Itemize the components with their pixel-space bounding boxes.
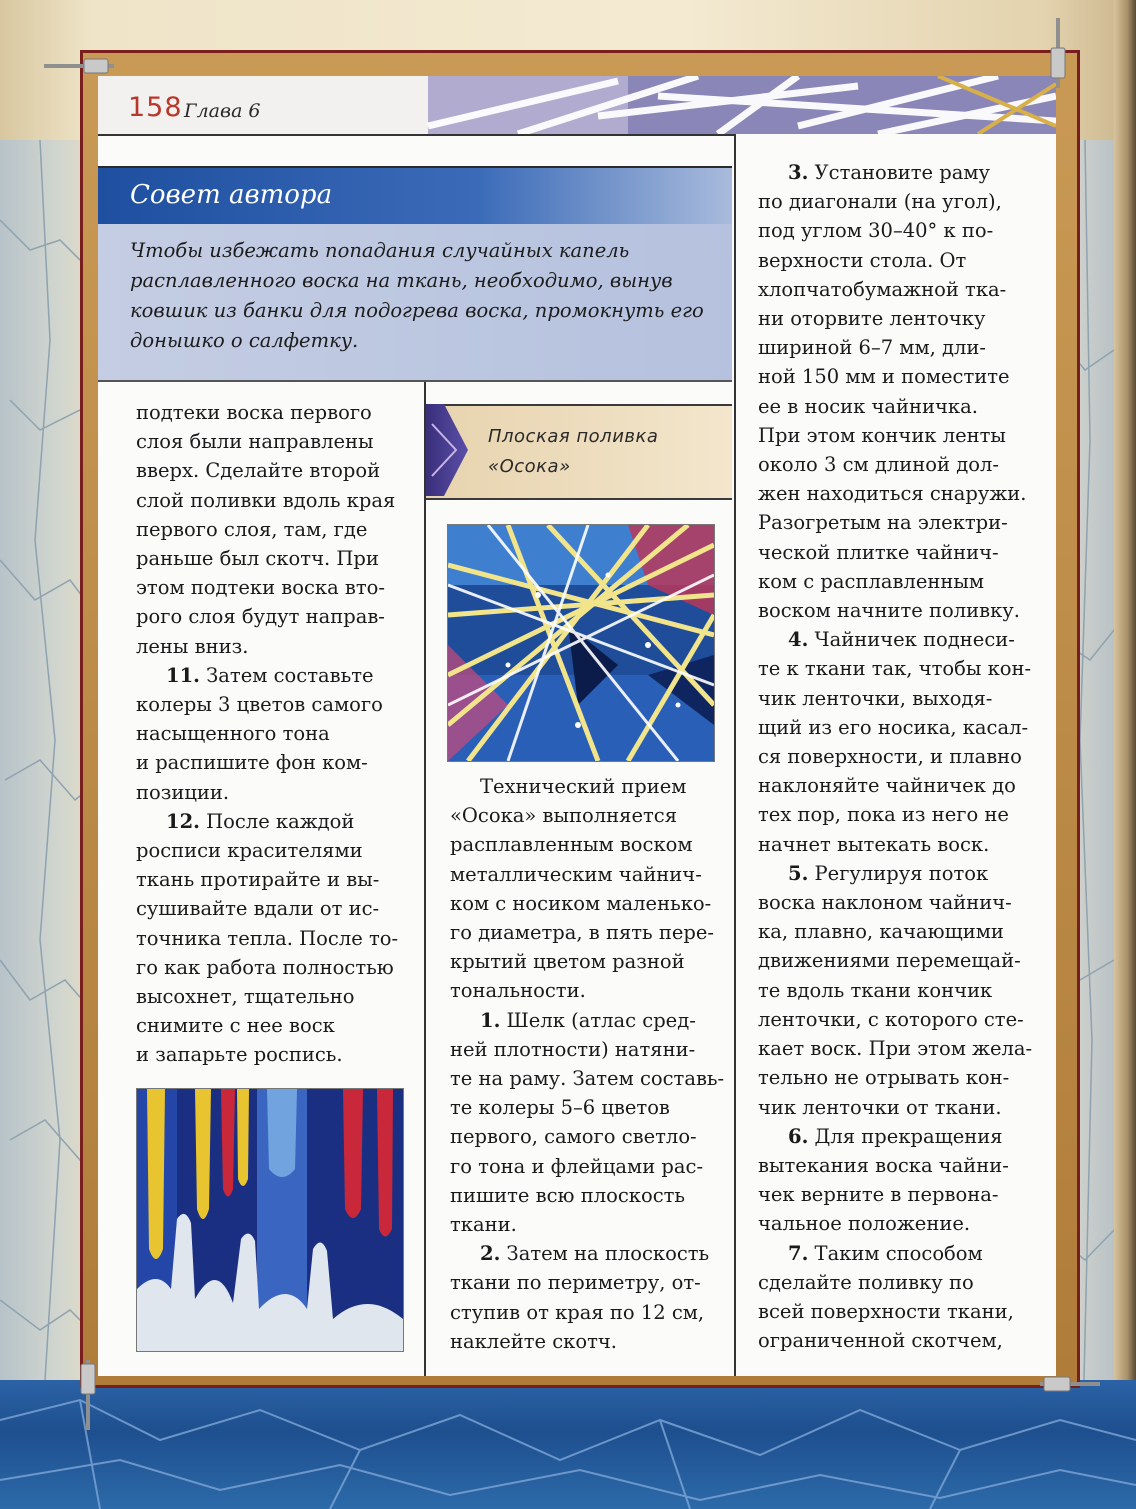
text-line: раньше был скотч. При <box>136 547 379 571</box>
step-6-line <box>758 1122 1048 1151</box>
text-line: тональности. <box>450 979 586 1003</box>
text-line: и запарьте роспись. <box>136 1043 343 1067</box>
text-line: первого слоя, там, где <box>136 517 368 541</box>
step-number: 3. <box>788 161 809 184</box>
text-line: расплавленным воском <box>450 833 693 857</box>
text-line: ческой плитке чайнич- <box>758 540 999 564</box>
text-line: крытий цветом разной <box>450 950 685 974</box>
step-number: 12. <box>166 809 200 833</box>
step-number: 4. <box>788 628 809 652</box>
text-line: те к ткани так, чтобы кон- <box>758 657 1032 681</box>
header-rule <box>98 134 734 136</box>
text-line: слоя были направлены <box>136 430 374 454</box>
text-line: ком с расплавленным <box>758 569 985 593</box>
chapter-label: Глава 6 <box>184 100 261 122</box>
text-line: те колеры 5–6 цветов <box>450 1096 670 1120</box>
text-line: подтеки воска первого <box>136 401 372 424</box>
text-line: щий из его носика, касал- <box>758 715 1029 739</box>
text-line: ка, плавно, качающими <box>758 920 1004 944</box>
text-line: около 3 см длиной дол- <box>758 453 999 477</box>
text-line: тех пор, пока из него не <box>758 803 1009 827</box>
text-line: хлопчатобумажной тка- <box>758 277 1007 301</box>
technique-label-line: Плоская поливка <box>488 426 659 447</box>
step-number: 2. <box>480 1242 501 1266</box>
column-divider-left <box>424 380 426 1376</box>
text-line: жен находиться снаружи. <box>758 482 1027 506</box>
text-line: всей поверхности ткани, <box>758 1299 1014 1323</box>
text-line: ленточки, с которого сте- <box>758 1007 1024 1031</box>
text-line: го диаметра, в пять пере- <box>450 921 715 945</box>
tip-title-bar <box>98 166 732 224</box>
text-line: ной 150 мм и поместите <box>758 365 1010 389</box>
text-line: движениями перемещай- <box>758 949 1021 973</box>
book-spine-shadow <box>1114 0 1136 1509</box>
frame-clip-icon <box>1048 18 1068 88</box>
text-line: го тона и флейцами рас- <box>450 1154 704 1178</box>
text-line: чек верните в первона- <box>758 1183 999 1207</box>
step-7-line <box>758 1239 1048 1268</box>
text-span: Затем составьте <box>199 663 374 687</box>
text-line: под углом 30–40° к по- <box>758 219 994 243</box>
text-line: «Осока» выполняется <box>450 804 677 828</box>
text-line: те вдоль ткани кончик <box>758 978 993 1002</box>
frame-clip-icon <box>1040 1374 1100 1394</box>
text-line: воском начните поливку. <box>758 599 1020 623</box>
text-line: воска наклоном чайнич- <box>758 891 1012 915</box>
step-5-line <box>758 859 1048 888</box>
technique-label <box>488 422 658 482</box>
text-line: и распишите фон ком- <box>136 751 368 775</box>
text-line: наклоняйте чайничек до <box>758 774 1016 798</box>
text-line: ни оторвите ленточку <box>758 307 986 331</box>
text-line: росписи красителями <box>136 839 363 863</box>
text-line: Разогретым на электри- <box>758 511 1008 535</box>
step-number: 1. <box>480 1008 501 1032</box>
bottom-blue-crackle-band <box>0 1380 1136 1509</box>
text-span: После каждой <box>199 809 355 833</box>
text-line: пишите всю плоскость <box>450 1183 686 1207</box>
text-line: слой поливки вдоль края <box>136 488 396 512</box>
text-line: начнет вытекать воск. <box>758 832 990 856</box>
text-line: позиции. <box>136 780 230 804</box>
tip-text: Чтобы избежать попадания случайных капель расплавленного воска на ткань, необходимо, вынув ковшик из банки для подогрева воска, промокнуть его донышко о салфетку. <box>130 239 704 352</box>
text-span: Затем на плоскость <box>500 1242 710 1266</box>
text-span: Установите раму <box>808 161 990 184</box>
step-number: 11. <box>166 663 200 687</box>
text-line: этом подтеки воска вто- <box>136 576 386 600</box>
middle-column-text <box>450 772 726 1356</box>
page-number: 158 <box>128 92 183 123</box>
step-number: 6. <box>788 1124 809 1148</box>
text-line: ступив от края по 12 см, <box>450 1300 705 1324</box>
text-line: снимите с нее воск <box>136 1014 335 1038</box>
step-3-line <box>758 158 1048 187</box>
text-line: Технический прием <box>480 775 687 798</box>
wax-drip-artwork-photo <box>136 1088 404 1352</box>
text-line: тельно не отрывать кон- <box>758 1066 1010 1090</box>
tip-title: Совет автора <box>130 180 333 210</box>
technique-label-line: «Осока» <box>488 456 571 477</box>
text-span: Регулируя поток <box>808 861 989 885</box>
step-12-line <box>136 807 416 836</box>
text-line: шириной 6–7 мм, дли- <box>758 336 987 360</box>
step-number: 5. <box>788 861 809 885</box>
author-tip-box <box>98 166 732 380</box>
sedge-technique-artwork-photo <box>447 524 715 762</box>
step-number: 7. <box>788 1241 809 1265</box>
frame-clip-icon <box>78 1360 98 1430</box>
text-line: сушивайте вдали от ис- <box>136 897 380 921</box>
text-line: ком с носиком маленько- <box>450 891 712 915</box>
text-span: Чайничек поднеси- <box>808 628 1015 652</box>
text-line: по диагонали (на угол), <box>758 190 1002 214</box>
text-line: ней плотности) натяни- <box>450 1037 696 1061</box>
text-line: чик ленточки от ткани. <box>758 1095 1002 1119</box>
step-1-line <box>450 1006 726 1035</box>
text-line: те на раму. Затем составь- <box>450 1067 725 1091</box>
text-span: Шелк (атлас сред- <box>500 1008 696 1032</box>
frame-clip-icon <box>44 56 114 76</box>
text-line: вверх. Сделайте второй <box>136 459 381 483</box>
step-2-line <box>450 1239 726 1268</box>
text-span: Таким способом <box>808 1241 983 1265</box>
text-span: Для прекращения <box>808 1124 1003 1148</box>
text-line: насыщенного тона <box>136 722 330 746</box>
column-divider-right <box>734 134 736 1376</box>
text-line: колеры 3 цветов самого <box>136 693 383 717</box>
text-line: ограниченной скотчем, <box>758 1329 1003 1353</box>
text-line: чик ленточки, выходя- <box>758 686 993 710</box>
text-line: ткани по периметру, от- <box>450 1271 701 1295</box>
text-line: лены вниз. <box>136 634 249 658</box>
text-line: ткани. <box>450 1213 517 1237</box>
text-line: первого, самого светло- <box>450 1125 697 1149</box>
text-line: ся поверхности, и плавно <box>758 745 1022 769</box>
text-line: чальное положение. <box>758 1212 971 1236</box>
text-line: го как работа полностью <box>136 955 394 979</box>
label-arrow-icon <box>426 404 468 496</box>
step-11-line <box>136 661 416 690</box>
text-line: При этом кончик ленты <box>758 423 1006 447</box>
text-line: сделайте поливку по <box>758 1270 974 1294</box>
text-line: кает воск. При этом жела- <box>758 1037 1033 1061</box>
text-line: вытекания воска чайни- <box>758 1153 1009 1177</box>
text-line: верхности стола. От <box>758 248 967 272</box>
text-line: ее в носик чайничка. <box>758 394 978 418</box>
text-line: наклейте скотч. <box>450 1329 617 1353</box>
left-column-text <box>136 398 416 1070</box>
text-line: металлическим чайнич- <box>450 862 702 886</box>
tip-body <box>98 224 732 382</box>
text-line: ткань протирайте и вы- <box>136 868 380 892</box>
text-line: высохнет, тщательно <box>136 985 355 1009</box>
text-line: точника тепла. После то- <box>136 926 399 950</box>
right-column-text <box>758 158 1048 1355</box>
step-4-line <box>758 625 1048 654</box>
text-line: рого слоя будут направ- <box>136 605 385 629</box>
